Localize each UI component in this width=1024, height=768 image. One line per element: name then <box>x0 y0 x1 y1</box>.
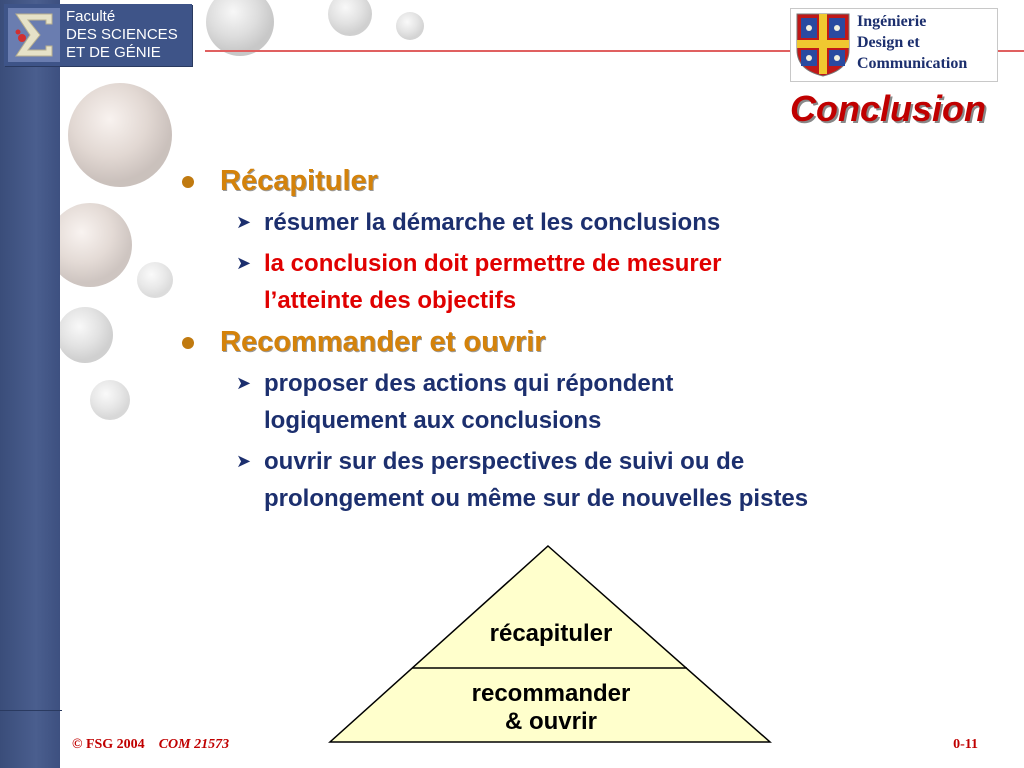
bullet-recommander <box>182 323 1002 361</box>
page-number: 0-11 <box>953 737 978 752</box>
sub-bullet <box>182 245 1002 319</box>
pyramid-top-label: récapituler <box>489 620 613 647</box>
bullet-recapituler <box>182 162 1002 200</box>
footer-info <box>72 737 229 753</box>
arrowhead-icon: ➤ <box>236 253 252 273</box>
faculty-name: Faculté DES SCIENCES ET DE GÉNIE <box>66 8 178 61</box>
sidebar-band <box>0 0 60 768</box>
sub-bullet-text: proposer des actions qui répondent logiquement aux conclusions <box>264 370 674 434</box>
sub-bullet <box>182 443 1002 517</box>
sub-bullet-text: la conclusion doit permettre de mesurer l’atteinte des objectifs <box>264 250 722 314</box>
sigma-logo-icon <box>8 8 60 62</box>
header-rule <box>205 50 790 52</box>
bullet-dot-icon <box>182 176 194 188</box>
arrowhead-icon: ➤ <box>236 212 252 232</box>
sub-bullet <box>182 204 1002 241</box>
bullet-heading: Récapituler <box>220 165 378 197</box>
pyramid-diagram <box>326 542 776 748</box>
arrowhead-icon: ➤ <box>236 373 252 393</box>
bullet-heading: Recommander et ouvrir <box>220 326 546 358</box>
sub-bullet <box>182 365 1002 439</box>
pyramid-bottom-label: recommander & ouvrir <box>471 680 631 735</box>
department-name: Ingénierie Design et Communication <box>857 13 968 72</box>
slide-content <box>182 158 1002 517</box>
sidebar-divider <box>0 710 62 711</box>
arrowhead-icon: ➤ <box>236 451 252 471</box>
header-rule-right <box>996 50 1024 52</box>
slide-title: Conclusion <box>790 88 986 129</box>
sub-bullet-text: ouvrir sur des perspectives de suivi ou de prolongement ou même sur de nouvelles pistes <box>264 448 809 512</box>
course-code: COM 21573 <box>158 737 230 752</box>
department-logo <box>790 8 998 82</box>
copyright: © FSG 2004 <box>72 737 145 752</box>
crest-icon <box>795 12 851 78</box>
bullet-dot-icon <box>182 337 194 349</box>
sub-bullet-text: résumer la démarche et les conclusions <box>264 209 721 236</box>
faculty-logo <box>4 4 192 66</box>
